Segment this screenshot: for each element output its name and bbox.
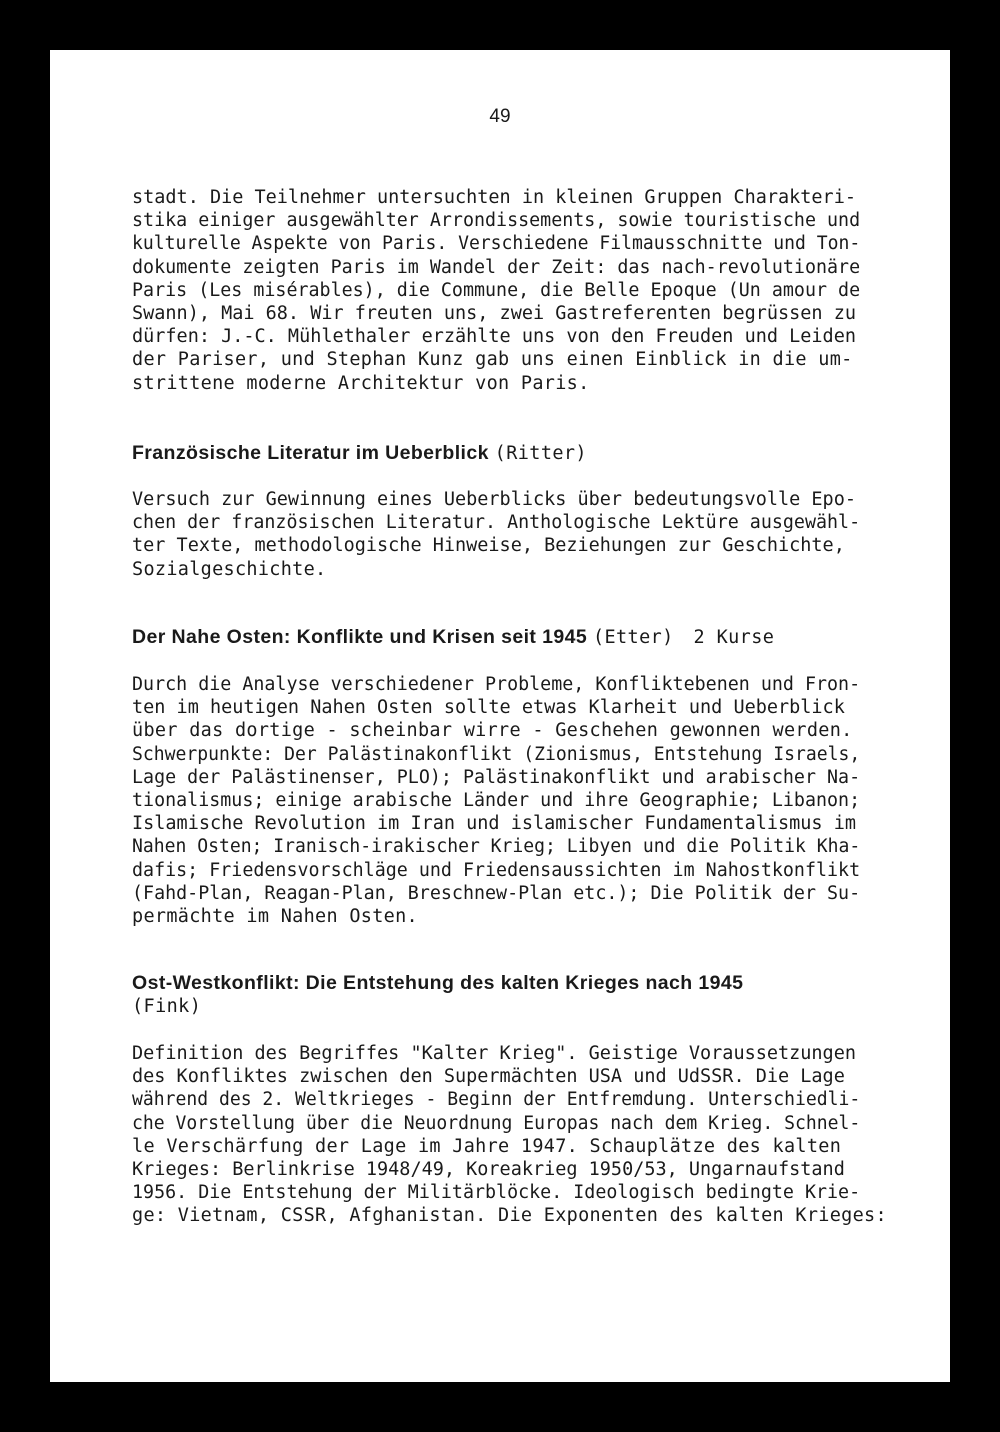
- section-title: Französische Literatur im Ueberblick: [132, 442, 489, 464]
- section-lecturer: (Ritter): [494, 443, 587, 464]
- text-line: chen der französischen Literatur. Anthologische Lektüre ausgewähl-: [132, 512, 861, 534]
- section-lecturer: (Etter): [592, 627, 674, 648]
- section-lecturer: (Fink): [132, 996, 202, 1018]
- text-line: strittene moderne Architektur von Paris.: [132, 372, 590, 394]
- text-line: Krieges: Berlinkrise 1948/49, Koreakrieg 1950/53, Ungarnaufstand: [132, 1159, 845, 1181]
- page-number: 49: [489, 106, 511, 127]
- text-line: Sozialgeschichte.: [132, 558, 327, 580]
- text-line: ge: Vietnam, CSSR, Afghanistan. Die Exponenten des kalten Krieges:: [132, 1205, 887, 1227]
- text-line: über das dortige - scheinbar wirre - Geschehen gewonnen werden.: [132, 720, 853, 742]
- text-line: des Konfliktes zwischen den Supermächten USA und UdSSR. Die Lage: [132, 1066, 845, 1088]
- intro-paragraph: [132, 186, 860, 395]
- text-line: (Fahd-Plan, Reagan-Plan, Breschnew-Plan etc.); Die Politik der Su-: [132, 882, 861, 904]
- text-line: Nahen Osten; Iranisch-irakischer Krieg; Libyen und die Politik Kha-: [132, 836, 861, 858]
- text-line: permächte im Nahen Osten.: [132, 906, 418, 928]
- text-line: der Pariser, und Stephan Kunz gab uns einen Einblick in die um-: [132, 349, 853, 371]
- text-line: Durch die Analyse verschiedener Probleme, Konfliktebenen und Fron-: [132, 674, 861, 695]
- section-title: Ost-Westkonflikt: Die Entstehung des kalten Krieges nach 1945: [132, 972, 744, 994]
- text-line: Paris (Les misérables), die Commune, die Belle Epoque (Un amour de: [132, 279, 861, 301]
- section-body-near-east: [132, 673, 860, 928]
- text-line: Islamische Revolution im Iran und islamischer Fundamentalismus im: [132, 813, 856, 835]
- text-line: Lage der Palästinenser, PLO); Palästinakonflikt und arabischer Na-: [132, 766, 861, 788]
- section-body-cold-war: [132, 1042, 887, 1228]
- text-line: Schwerpunkte: Der Palästinakonflikt (Zionismus, Entstehung Israels,: [132, 743, 861, 765]
- text-line: tionalismus; einige arabische Länder und ihre Geographie; Libanon;: [132, 790, 861, 812]
- document-page: [50, 50, 950, 1382]
- section-heading-near-east: [132, 626, 860, 649]
- text-line: dürfen: J.-C. Mühlethaler erzählte uns von den Freuden und Leiden: [132, 326, 856, 348]
- section-title: Der Nahe Osten: Konflikte und Krisen seit 1945: [132, 626, 588, 648]
- text-line: dokumente zeigten Paris im Wandel der Zeit: das nach-revolutionäre: [132, 256, 861, 278]
- section-heading-cold-war: [132, 972, 860, 1018]
- text-line: dafis; Friedensvorschläge und Friedensaussichten im Nahostkonflikt: [132, 859, 861, 881]
- text-line: le Verschärfung der Lage im Jahre 1947. Schauplätze des kalten: [132, 1135, 842, 1157]
- text-line: Versuch zur Gewinnung eines Ueberblicks über bedeutungsvolle Epo-: [132, 489, 856, 510]
- text-line: stadt. Die Teilnehmer untersuchten in kleinen Gruppen Charakteri-: [132, 187, 856, 208]
- text-line: ten im heutigen Nahen Osten sollte etwas Klarheit und Ueberblick: [132, 697, 845, 719]
- text-line: stika einiger ausgewählter Arrondissements, sowie touristische und: [132, 210, 861, 232]
- text-line: 1956. Die Entstehung der Militärblöcke. Ideologisch bedingte Krie-: [132, 1182, 861, 1204]
- section-body-french-literature: [132, 488, 860, 581]
- text-line: ter Texte, methodologische Hinweise, Beziehungen zur Geschichte,: [132, 535, 845, 557]
- text-line: che Vorstellung über die Neuordnung Europas nach dem Krieg. Schnel-: [132, 1112, 861, 1134]
- text-line: kulturelle Aspekte von Paris. Verschiedene Filmausschnitte und Ton-: [132, 233, 861, 255]
- section-heading-french-literature: [132, 442, 860, 465]
- section-course-count: 2 Kurse: [693, 627, 775, 648]
- text-line: während des 2. Weltkrieges - Beginn der Entfremdung. Unterschiedli-: [132, 1089, 861, 1111]
- text-line: Definition des Begriffes "Kalter Krieg". Geistige Voraussetzungen: [132, 1043, 856, 1064]
- text-line: Swann), Mai 68. Wir freuten uns, zwei Gastreferenten begrüssen zu: [132, 303, 856, 325]
